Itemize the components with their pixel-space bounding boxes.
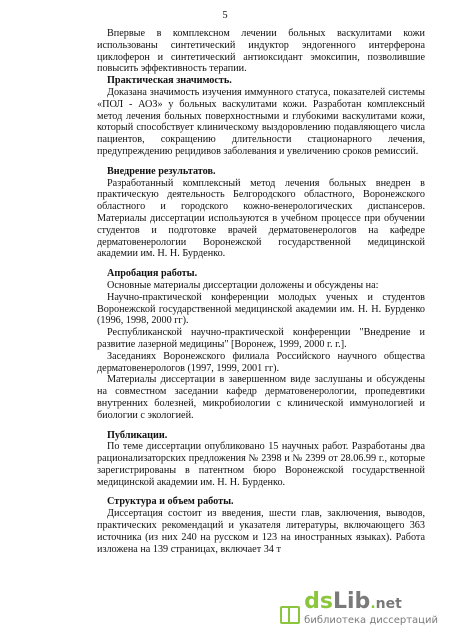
section-heading-structure: Структура и объем работы. <box>107 496 234 508</box>
watermark <box>280 591 438 628</box>
approbation-paragraph-4: Заседаниях Воронежского филиала Российского научного общества дерматовенерологов (1997, 1999, 2001 гг). <box>97 350 425 374</box>
intro-paragraph: Впервые в комплексном лечении больных васкулитами кожи использованы синтетический индуктор эндогенного интерферона циклоферон и синтетический антиоксидант эмоксипин, позволившие повысить эффективность терапии. <box>97 28 425 75</box>
approbation-paragraph-3: Республиканской научно-практической конференции "Внедрение и развитие лазерной медицины" [Воронеж, 1999, 2000 г. г.]. <box>97 327 425 350</box>
approbation-paragraph-2: Научно-практической конференции молодых ученых и студентов Воронежской государственной медицинской академии им. Н. Н. Бурденко (1996, 1998, 2000 гг). <box>97 291 425 327</box>
section-heading-practical: Практическая значимость. <box>107 75 232 87</box>
publications-paragraph: По теме диссертации опубликовано 15 научных работ. Разработаны два рационализаторских предложения № 2398 и № 2399 от 28.06.99 г., которые зарегистрированы в патентном бюро Воронежской государственной медицинской академии им. Н. Н. Бурденко. <box>97 441 425 488</box>
watermark-text <box>304 591 438 628</box>
practical-paragraph: Доказана значимость изучения иммунного статуса, показателей системы «ПОЛ - АОЗ» у больных васкулитами кожи. Разработан комплексный метод лечения больных поверхностными и глубокими васкулитами кожи, который способствует клиническому выздоровлению подавляющего числа пациентов, сокращению длительности стационарного лечения, предупреждению рецидивов заболевания и увеличению сроков ремиссий. <box>97 86 425 157</box>
section-heading-publications: Публикации. <box>107 429 168 441</box>
publications-section <box>97 430 425 489</box>
page-number: 5 <box>222 10 228 21</box>
approbation-section <box>97 268 425 421</box>
approbation-paragraph-5: Материалы диссертации в завершенном виде заслушаны и обсуждены на совместном заседании кафедр дерматовенерологии, пропедевтики внутренних болезней, микробиологии с клинической иммунологией и биологии с экологией. <box>97 374 425 421</box>
structure-section <box>97 496 425 555</box>
practical-significance-section <box>97 75 425 158</box>
watermark-logo: dsLib.net <box>304 589 402 614</box>
watermark-subtitle: библиотека диссертаций <box>304 615 438 626</box>
intro-section <box>97 28 425 75</box>
document-body <box>97 28 425 555</box>
implementation-paragraph: Разработанный комплексный метод лечения больных внедрен в практическую деятельность Белгородского областного, Воронежского областного и городского кожно-венерологических диспансеров. Материалы диссертации используются в учебном процессе при обучении студентов и подготовке врачей дерматовенерологов на кафедре дерматовенерологии Воронежской государственной медицинской академии им. Н. Н. Бурденко. <box>97 177 425 260</box>
book-icon <box>280 606 300 624</box>
approbation-paragraph-1: Основные материалы диссертации доложены и обсуждены на: <box>107 279 379 291</box>
structure-paragraph: Диссертация состоит из введения, шести глав, заключения, выводов, практических рекомендаций и указателя литературы, включающего 363 источника (из них 240 на русском и 123 на иностранных языках). Работа изложена на 139 страницах, включает 34 т <box>97 508 425 555</box>
section-heading-implementation: Внедрение результатов. <box>107 165 216 177</box>
implementation-section <box>97 166 425 260</box>
section-heading-approbation: Апробация работы. <box>107 268 198 280</box>
